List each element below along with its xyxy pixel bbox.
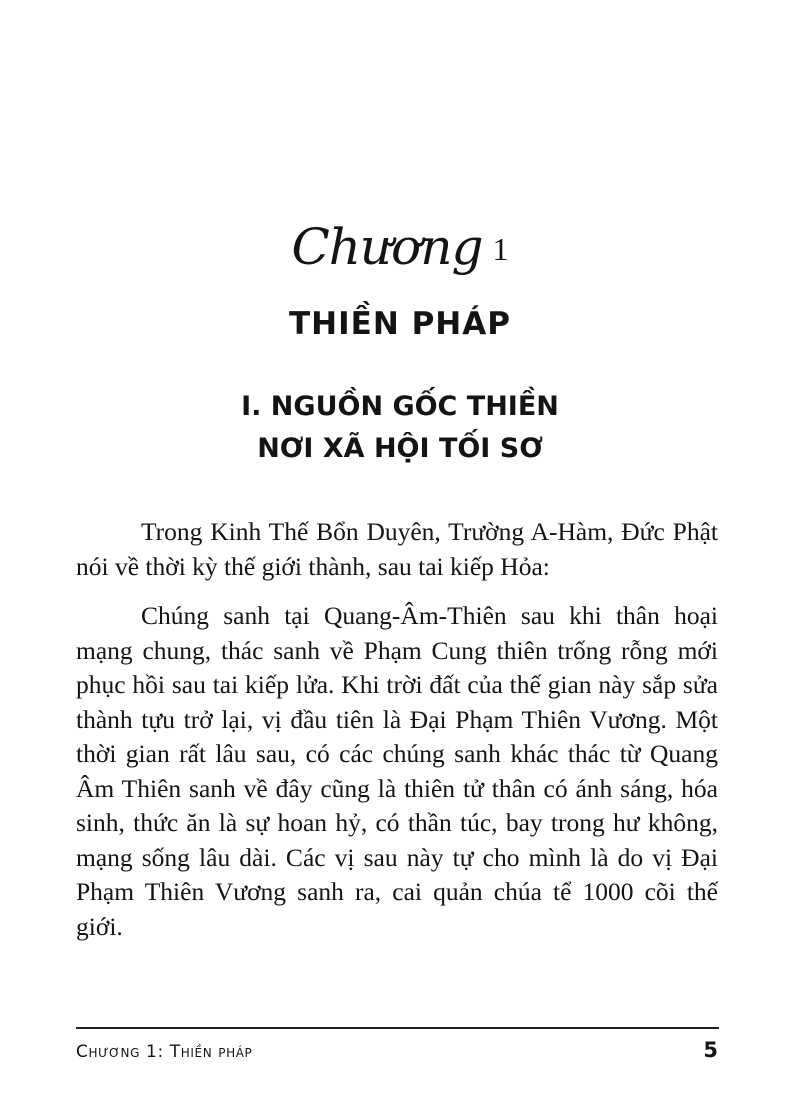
paragraph: Trong Kinh Thế Bổn Duyên, Trường A-Hàm, Đức Phật nói về thời kỳ thế giới thành, sau tai kiếp Hỏa:	[76, 517, 718, 581]
paragraph: Chúng sanh tại Quang-Âm-Thiên sau khi thân hoại mạng chung, thác sanh về Phạm Cung thiên trống rỗng mới phục hồi sau tai kiếp lửa. Khi trời đất của thế gian này sắp sửa thành tựu trở lại, vị đầu tiên là Đại Phạm Thiên Vương. Một thời gian rất lâu sau, có các chúng sanh khác thác từ Quang Âm Thiên sanh về đây cũng là thiên tử thân có ánh sáng, hóa sinh, thức ăn là sự hoan hỷ, có thần túc, bay trong hư không, mạng sống lâu dài. Các vị sau này tự cho mình là do vị Đại Phạm Thiên Vương sanh ra, cai quản chúa tể 1000 cõi thế giới.	[76, 601, 718, 941]
chapter-heading	[0, 218, 800, 276]
chapter-label: Chương	[291, 218, 483, 276]
page-number: 5	[703, 1038, 718, 1062]
body-text	[76, 515, 718, 944]
chapter-title: THIỀN PHÁP	[289, 306, 511, 342]
section-title-line-1: I. NGUỒN GỐC THIỀN	[241, 391, 559, 422]
footer-divider	[76, 1027, 719, 1029]
section-title-line-2: NƠI XÃ HỘI TỐI SƠ	[257, 433, 543, 464]
running-head: Chương 1: Thiền pháp	[76, 1042, 253, 1062]
chapter-number: 1	[492, 231, 509, 267]
section-title	[0, 386, 800, 470]
